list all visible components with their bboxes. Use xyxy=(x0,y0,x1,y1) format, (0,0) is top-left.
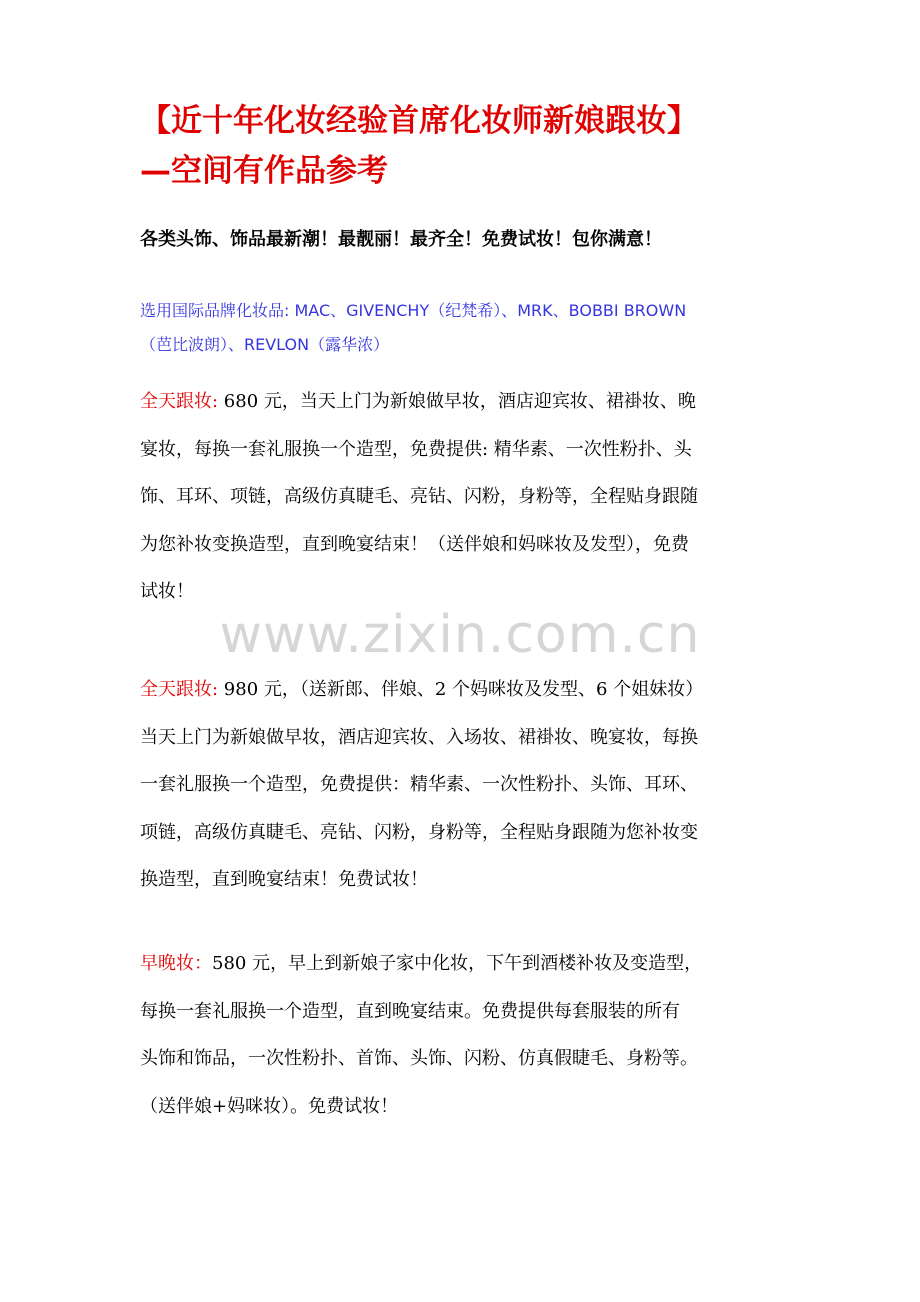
tagline: 各类头饰、饰品最新潮！最靓丽！最齐全！免费试妆！包你满意！ xyxy=(140,229,662,250)
package-label: 全天跟妆: xyxy=(140,391,219,412)
package-line: 换造型，直到晚宴结束！免费试妆！ xyxy=(140,869,428,890)
package-line: 一套礼服换一个造型，免费提供：精华素、一次性粉扑、头饰、耳环、 xyxy=(140,774,698,795)
package-line: 项链，高级仿真睫毛、亮钻、闪粉，身粉等，全程贴身跟随为您补妆变 xyxy=(140,821,698,843)
brands-line-1: 选用国际品牌化妆品: MAC、GIVENCHY（纪梵希）、MRK、BOBBI BROWN xyxy=(140,301,687,320)
package-full-day-680 xyxy=(140,378,790,616)
package-line: 试妆！ xyxy=(140,581,194,602)
package-text: 980 元，（送新郎、伴娘、2 个妈咪妆及发型、6 个姐妹妆） xyxy=(218,679,704,700)
package-full-day-980 xyxy=(140,666,790,904)
page-title xyxy=(140,96,800,196)
title-line-2: —空间有作品参考 xyxy=(140,153,388,189)
brands-line-2: （芭比波朗）、REVLON（露华浓） xyxy=(140,335,390,354)
package-line xyxy=(140,666,790,714)
brands-paragraph xyxy=(140,294,800,362)
package-text: 580 元，早上到新娘子家中化妆，下午到酒楼补妆及变造型， xyxy=(212,953,703,974)
package-line: 饰、耳环、项链，高级仿真睫毛、亮钻、闪粉，身粉等，全程贴身跟随 xyxy=(140,486,698,507)
package-line: 当天上门为新娘做早妆，酒店迎宾妆、入场妆、裙褂妆、晚宴妆，每换 xyxy=(140,726,698,748)
package-line: 为您补妆变换造型，直到晚宴结束！（送伴娘和妈咪妆及发型），免费 xyxy=(140,533,689,555)
package-text: 680 元，当天上门为新娘做早妆，酒店迎宾妆、裙褂妆、晚 xyxy=(218,391,696,412)
package-label: 早晚妆： xyxy=(140,953,212,974)
package-line: 每换一套礼服换一个造型，直到晚宴结束。免费提供每套服装的所有 xyxy=(140,1000,680,1022)
package-line xyxy=(140,378,790,426)
package-morning-evening-580 xyxy=(140,940,790,1130)
package-line: （送伴娘+妈咪妆）。免费试妆！ xyxy=(140,1095,399,1117)
package-line: 头饰和饰品，一次性粉扑、首饰、头饰、闪粉、仿真假睫毛、身粉等。 xyxy=(140,1048,698,1069)
package-line: 宴妆，每换一套礼服换一个造型，免费提供: 精华素、一次性粉扑、头 xyxy=(140,438,692,460)
watermark: www.zixin.com.cn xyxy=(219,605,701,665)
package-line xyxy=(140,940,790,988)
package-label: 全天跟妆: xyxy=(140,679,219,700)
title-line-1: 【近十年化妆经验首席化妆师新娘跟妆】 xyxy=(140,103,698,139)
